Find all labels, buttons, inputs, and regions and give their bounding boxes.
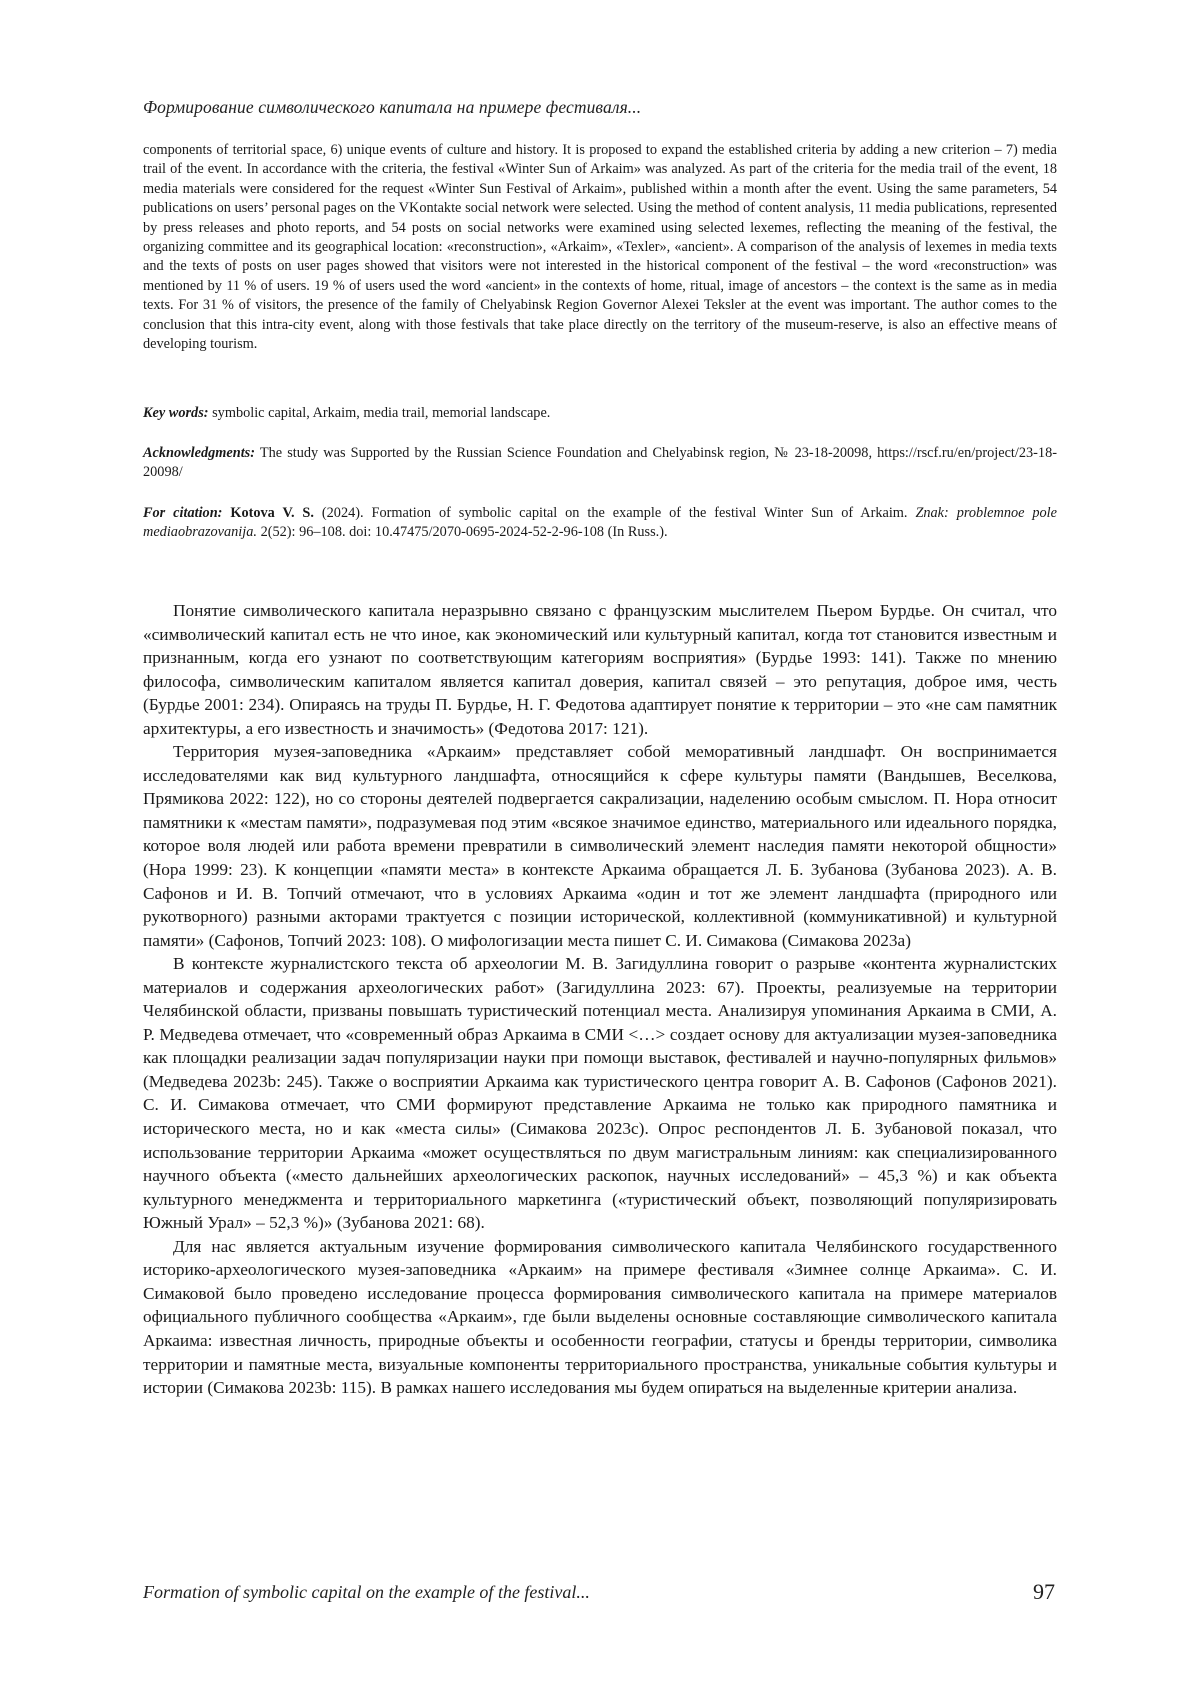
citation-text-before: (2024). Formation of symbolic capital on the example of the festival Winter Sun of Arkaim. xyxy=(321,505,908,521)
running-title: Формирование символического капитала на примере фестиваля... xyxy=(143,97,642,117)
acknowledgments-text: The study was Supported by the Russian Science Foundation and Chelyabinsk region, № 23-18-20098, https://rscf.ru/en/project/23-18-20098/ xyxy=(143,445,1057,481)
body-paragraph: Территория музея-заповедника «Аркаим» представляет собой меморативный ландшафт. Он воспринимается исследователями как вид культурного ландшафта, относящийся к сфере культуры памяти (Вандышев, Веселкова, Прямикова 2022: 122), но со стороны деятелей подвергается сакрализации, наделению особым смыслом. П. Нора относит памятники к «местам памяти», подразумевая под этим «всякое значимое единство, материального или идеального порядка, которое воля людей или работа времени превратили в символический элемент наследия памяти некоторой общности» (Нора 1999: 23). К концепции «памяти места» в контексте Аркаима обращается Л. Б. Зубанова (Зубанова 2023). А. В. Сафонов и И. В. Топчий отмечают, что в условиях Аркаима «один и тот же элемент ландшафта (природного или рукотворного) разными акторами трактуется с позиции исторической, коллективной (коммуникативной) и культурной памяти» (Сафонов, Топчий 2023: 108). О мифологизации места пишет С. И. Симакова (Симакова 2023а) xyxy=(143,742,1057,950)
acknowledgments-label: Acknowledgments: xyxy=(143,445,255,461)
keywords-label: Key words: xyxy=(143,405,209,421)
footer-title: Formation of symbolic capital on the example of the festival... xyxy=(143,1582,590,1602)
page-number: 97 xyxy=(1033,1579,1055,1604)
body-paragraph: Понятие символического капитала неразрывно связано с французским мыслителем Пьером Бурдье. Он считал, что «символический капитал есть не что иное, как экономический или культурный капитал, когда тот становится известным и признанным, когда его узнают по соответствующим категориям восприятия» (Бурдье 1993: 141). Также по мнению философа, символическим капиталом является капитал доверия, капитал связей – это репутация, доброе имя, честь (Бурдье 2001: 234). Опираясь на труды П. Бурдье, Н. Г. Федотова адаптирует понятие к территории – это «не сам памятник архитектуры, а его известность и значимость» (Федотова 2017: 121). xyxy=(143,601,1057,738)
citation-journal: Znak: problemnoe pole mediaobrazovanija. xyxy=(143,505,1057,541)
keywords xyxy=(143,404,1057,423)
body-paragraph: В контексте журналистского текста об археологии М. В. Загидуллина говорит о разрыве «контента журналистских материалов и содержания археологических работ» (Загидуллина 2023: 67). Проекты, реализуемые на территории Челябинской области, призваны повышать туристический потенциал места. Анализируя упоминания Аркаима в СМИ, А. Р. Медведева отмечает, что «современный образ Аркаима в СМИ <…> создает основу для актуализации музея-заповедника как площадки реализации задач популяризации науки при помощи выставок, фестивалей и научно-популярных фильмов» (Медведева 2023b: 245). Также о восприятии Аркаима как туристического центра говорит А. В. Сафонов (Сафонов 2021). С. И. Симакова отмечает, что СМИ формируют представление Аркаима не только как природного памятника и исторического места, но и как «места силы» (Симакова 2023c). Опрос респондентов Л. Б. Зубановой показал, что использование территории Аркаима «может осуществляться по двум магистральным линиям: как специализированного научного объекта («место дальнейших археологических раскопок, научных исследований» – 45,3 %) и как объекта культурного менеджмента и территориального маркетинга («туристический объект, позволяющий популяризировать Южный Урал» – 52,3 %)» (Зубанова 2021: 68). xyxy=(143,954,1057,1233)
citation-label: For citation: xyxy=(143,505,223,521)
keywords-text: symbolic capital, Arkaim, media trail, memorial landscape. xyxy=(212,405,551,421)
citation-author: Kotova V. S. xyxy=(230,505,314,521)
abstract-text: components of territorial space, 6) unique events of culture and history. It is proposed to expand the established criteria by adding a new criterion – 7) media trail of the event. In accordance with the criteria, the festival «Winter Sun of Arkaim» was analyzed. As part of the criteria for the media trail of the event, 18 media materials were considered for the request «Winter Sun Festival of Arkaim», published within a month after the event. Using the same parameters, 54 publications on users’ personal pages on the VKontakte social network were selected. Using the method of content analysis, 11 media publications, represented by press releases and photo reports, and 54 posts on social networks were examined using selected lexemes, reflecting the meaning of the festival, the organizing committee and its geographical location: «reconstruction», «Arkaim», «Texler», «ancient». A comparison of the analysis of lexemes in media texts and the texts of posts on user pages showed that visitors were not interested in the historical component of the festival – the word «reconstruction» was mentioned by 11 % of users. 19 % of users used the word «ancient» in the contexts of home, ritual, image of ancestors – the context is the same as in media texts. For 31 % of visitors, the presence of the family of Chelyabinsk Region Governor Alexei Teksler at the event was important. The author comes to the conclusion that this intra-city event, along with those festivals that take place directly on the territory of the museum-reserve, is also an effective means of developing tourism. xyxy=(143,142,1057,353)
citation-text-after: 2(52): 96–108. doi: 10.47475/2070-0695-2024-52-2-96-108 (In Russ.). xyxy=(260,524,668,541)
citation xyxy=(143,504,1057,543)
article-body xyxy=(143,599,1057,1400)
acknowledgments xyxy=(143,444,1057,483)
body-paragraph: Для нас является актуальным изучение формирования символического капитала Челябинского государственного историко-археологического музея-заповедника «Аркаим» на примере фестиваля «Зимнее солнце Аркаима». С. И. Симаковой было проведено исследование процесса формирования символического капитала на примере материалов официального публичного сообщества «Аркаим», где были выделены основные составляющие символического капитала Аркаима: известная личность, природные объекты и особенности географии, статусы и бренды территории, символика территории и памятные места, визуальные компоненты территориального пространства, уникальные события культуры и истории (Симакова 2023b: 115). В рамках нашего исследования мы будем опираться на выделенные критерии анализа. xyxy=(143,1236,1057,1398)
